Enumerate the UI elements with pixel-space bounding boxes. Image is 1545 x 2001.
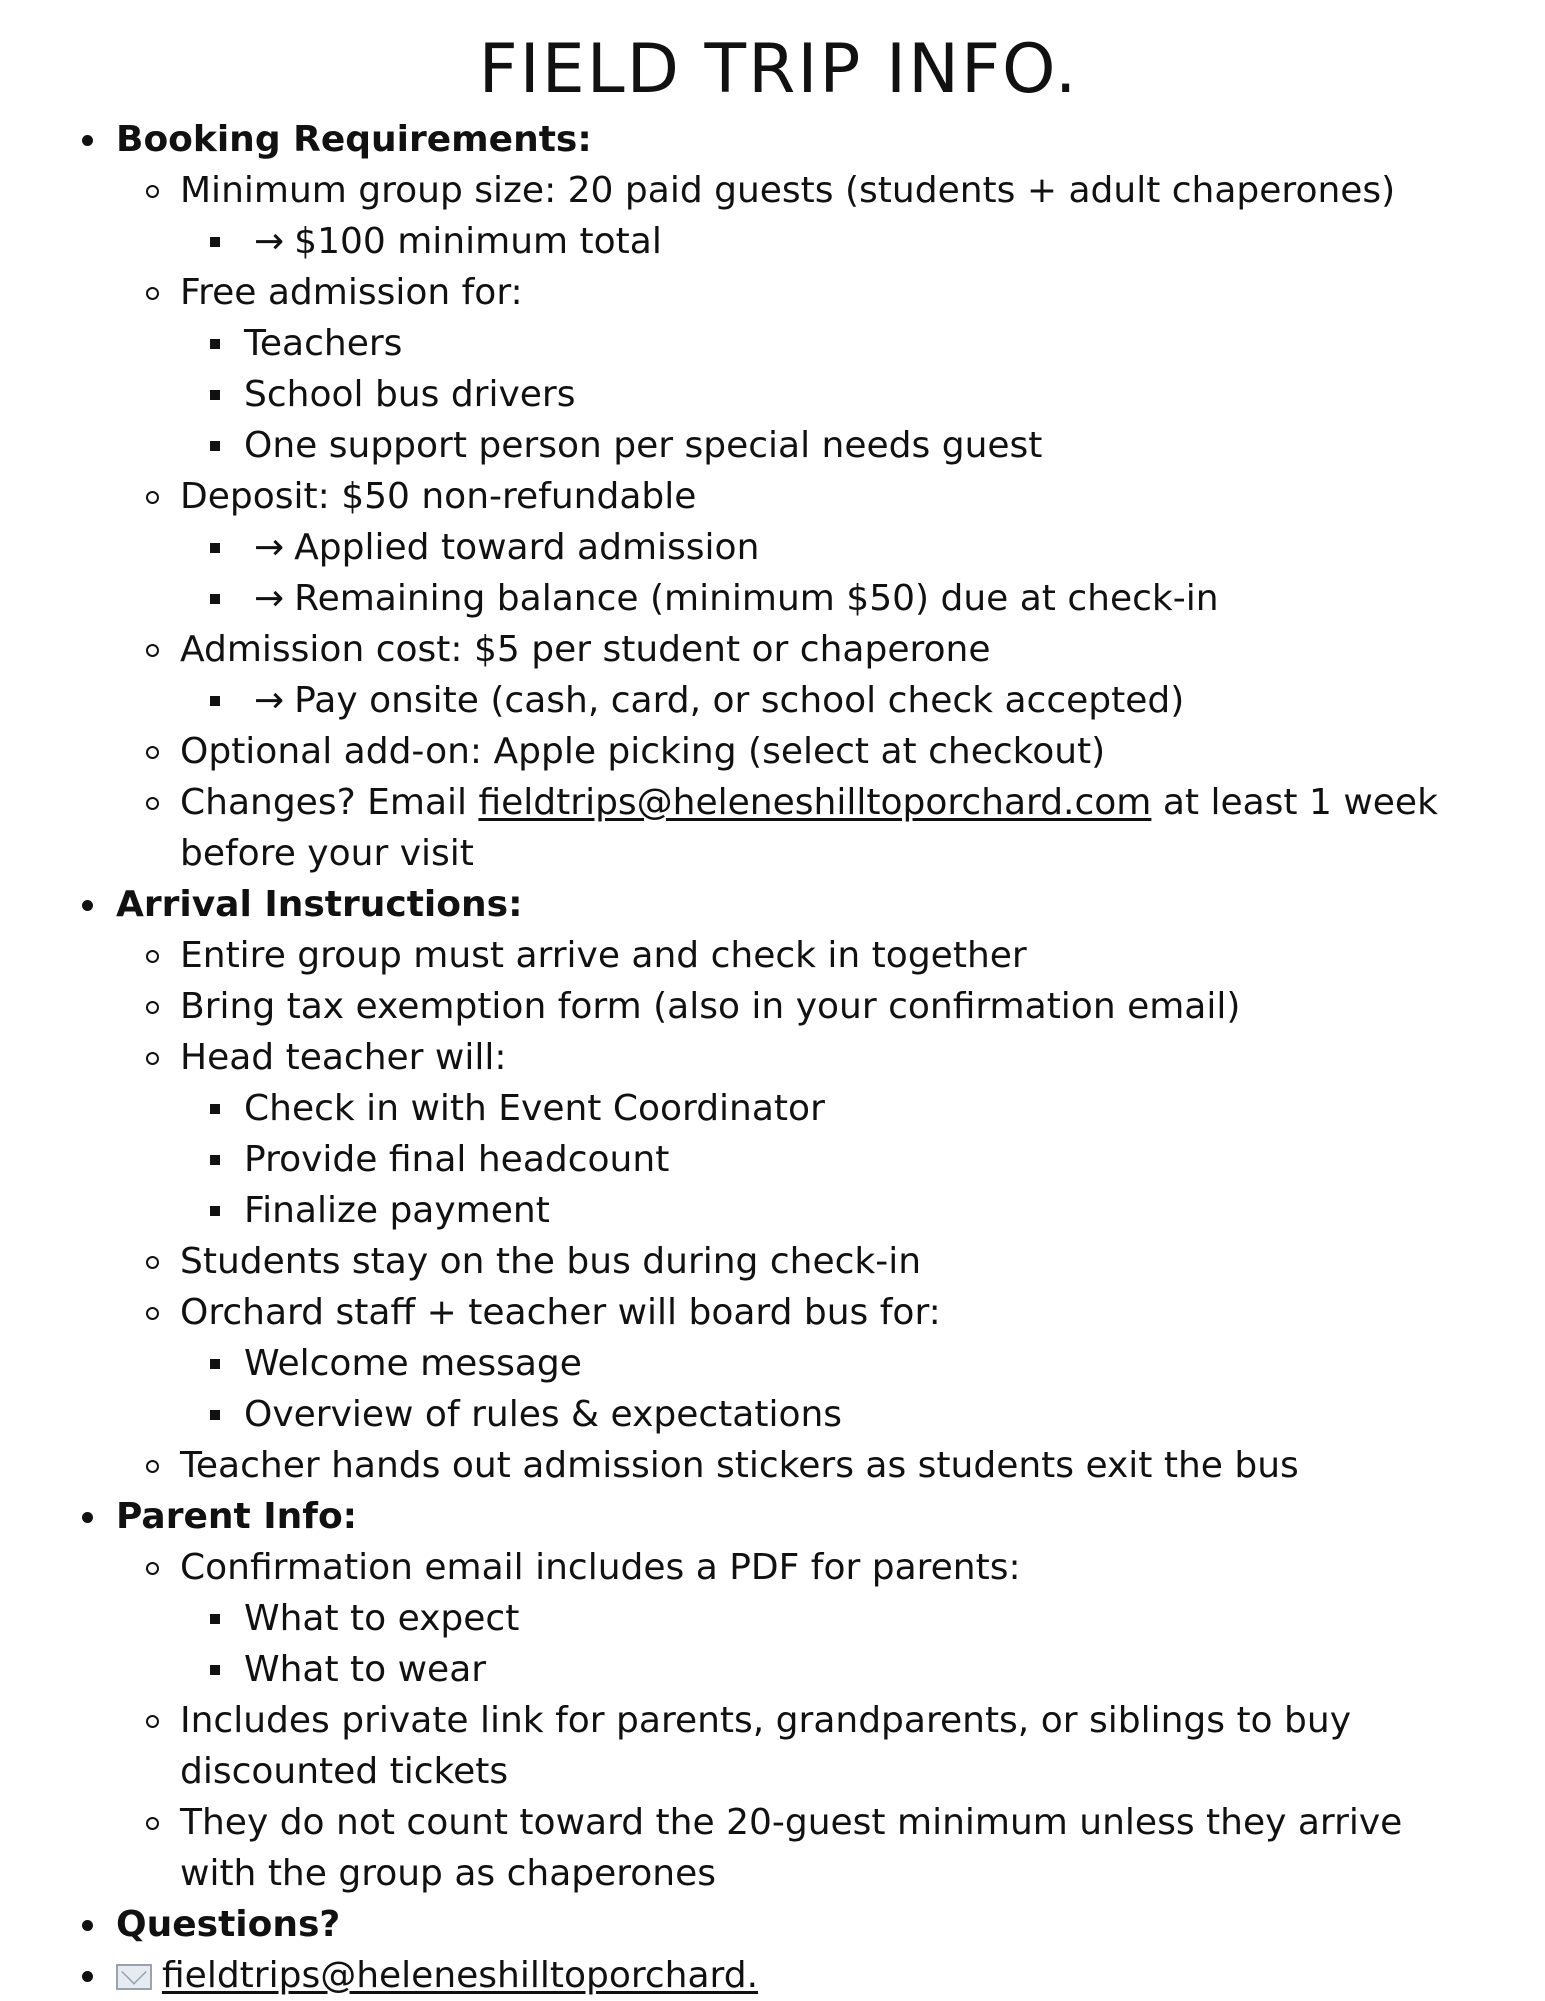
bullet-icon [82, 1920, 93, 1931]
item-text: One support person per special needs guest [244, 425, 1043, 466]
list-item [210, 420, 1475, 471]
bullet-icon [146, 1460, 159, 1473]
item-text: $100 minimum total [294, 221, 662, 262]
item-text: Confirmation email includes a PDF for parents: [180, 1547, 1021, 1588]
bullet-icon [82, 135, 93, 146]
list-item [146, 1542, 1475, 1695]
item-text: What to expect [244, 1598, 520, 1639]
bullet-icon [210, 1665, 220, 1675]
bullet-icon [82, 1971, 93, 1982]
item-text: Deposit: $50 non-refundable [180, 476, 697, 517]
item-text: Teacher hands out admission stickers as students exit the bus [180, 1445, 1299, 1486]
main-list [82, 114, 1475, 2001]
bullet-icon [146, 185, 159, 198]
list-item [146, 1287, 1475, 1440]
bullet-icon [82, 1512, 93, 1523]
item-text: Admission cost: $5 per student or chaperone [180, 629, 991, 670]
item-text: Pay onsite (cash, card, or school check accepted) [294, 680, 1185, 721]
item-text: Provide final headcount [244, 1139, 670, 1180]
bullet-icon [210, 1155, 220, 1165]
item-text: Includes private link for parents, grandparents, or siblings to buy discounted tickets [180, 1700, 1352, 1792]
arrival-list [146, 930, 1475, 1491]
bullet-icon [210, 1359, 220, 1369]
item-text: Head teacher will: [180, 1037, 507, 1078]
bullet-icon [146, 1562, 159, 1575]
bullet-icon [146, 1307, 159, 1320]
bullet-icon [210, 390, 220, 400]
list-item [210, 1083, 1475, 1134]
sub-list [210, 1593, 1475, 1695]
list-item [146, 1032, 1475, 1236]
item-text: Teachers [244, 323, 403, 364]
bullet-icon [210, 1410, 220, 1420]
arrow-icon: → [254, 680, 285, 721]
section-arrival [82, 879, 1475, 1491]
list-item [210, 675, 1475, 726]
contact-email-link[interactable]: fieldtrips@heleneshilltoporchard. [162, 1955, 759, 1996]
bullet-icon [210, 543, 220, 553]
item-text: Changes? Email [180, 782, 479, 823]
arrow-icon: → [254, 578, 285, 619]
item-text: They do not count toward the 20-guest minimum unless they arrive with the group as chaperones [180, 1802, 1403, 1894]
list-item [146, 1440, 1475, 1491]
bullet-icon [210, 1104, 220, 1114]
booking-list [146, 165, 1475, 879]
arrow-icon: → [254, 527, 285, 568]
section-parent [82, 1491, 1475, 1899]
item-text: What to wear [244, 1649, 487, 1690]
bullet-icon [210, 441, 220, 451]
list-item [210, 1338, 1475, 1389]
list-item [146, 981, 1475, 1032]
section-booking [82, 114, 1475, 879]
envelope-icon [116, 1964, 152, 1990]
list-item [146, 165, 1475, 267]
list-item [210, 573, 1475, 624]
item-text: School bus drivers [244, 374, 576, 415]
sub-list [210, 522, 1475, 624]
bullet-icon [210, 1614, 220, 1624]
list-item [146, 930, 1475, 981]
contact-email-item [82, 1950, 1475, 2001]
bullet-icon [146, 746, 159, 759]
list-item [146, 267, 1475, 471]
item-text: Orchard staff + teacher will board bus for: [180, 1292, 941, 1333]
bullet-icon [82, 900, 93, 911]
sub-list [210, 318, 1475, 471]
email-link[interactable]: fieldtrips@heleneshilltoporchard.com [478, 782, 1152, 823]
bullet-icon [146, 287, 159, 300]
item-text: Overview of rules & expectations [244, 1394, 843, 1435]
parent-list [146, 1542, 1475, 1899]
list-item [210, 1134, 1475, 1185]
bullet-icon [210, 339, 220, 349]
arrow-icon: → [254, 221, 285, 262]
list-item [210, 318, 1475, 369]
sub-list [210, 1338, 1475, 1440]
item-text: Applied toward admission [294, 527, 760, 568]
item-text: Remaining balance (minimum $50) due at check-in [294, 578, 1219, 619]
item-text: Check in with Event Coordinator [244, 1088, 825, 1129]
list-item [210, 1644, 1475, 1695]
list-item [146, 624, 1475, 726]
bullet-icon [210, 696, 220, 706]
item-text: Free admission for: [180, 272, 523, 313]
list-item [210, 1185, 1475, 1236]
item-text: Bring tax exemption form (also in your confirmation email) [180, 986, 1241, 1027]
list-item [146, 1695, 1475, 1797]
bullet-icon [146, 1715, 159, 1728]
bullet-icon [146, 1001, 159, 1014]
list-item [146, 777, 1475, 879]
bullet-icon [146, 491, 159, 504]
bullet-icon [146, 644, 159, 657]
item-text: Students stay on the bus during check-in [180, 1241, 922, 1282]
section-heading: Arrival Instructions: [116, 884, 523, 925]
section-heading: Parent Info: [116, 1496, 358, 1537]
list-item [210, 369, 1475, 420]
list-item [146, 1236, 1475, 1287]
list-item [146, 471, 1475, 624]
section-questions [82, 1899, 1475, 1950]
bullet-icon [210, 1206, 220, 1216]
sub-list [210, 675, 1475, 726]
bullet-icon [146, 1256, 159, 1269]
bullet-icon [146, 797, 159, 810]
bullet-icon [210, 594, 220, 604]
bullet-icon [210, 237, 220, 247]
list-item [210, 1389, 1475, 1440]
page-title: FIELD TRIP INFO. [478, 30, 1079, 109]
bullet-icon [146, 950, 159, 963]
list-item [210, 522, 1475, 573]
item-text: at least 1 week before your visit [180, 782, 1438, 874]
bullet-icon [146, 1052, 159, 1065]
sub-list [210, 216, 1475, 267]
item-text: Entire group must arrive and check in together [180, 935, 1027, 976]
list-item [146, 726, 1475, 777]
list-item [210, 1593, 1475, 1644]
list-item [210, 216, 1475, 267]
item-text: Finalize payment [244, 1190, 550, 1231]
section-heading: Questions? [116, 1904, 341, 1945]
bullet-icon [146, 1817, 159, 1830]
item-text: Welcome message [244, 1343, 582, 1384]
list-item [146, 1797, 1475, 1899]
item-text: Minimum group size: 20 paid guests (students + adult chaperones) [180, 170, 1396, 211]
sub-list [210, 1083, 1475, 1236]
section-heading: Booking Requirements: [116, 119, 592, 160]
item-text: Optional add-on: Apple picking (select at checkout) [180, 731, 1106, 772]
